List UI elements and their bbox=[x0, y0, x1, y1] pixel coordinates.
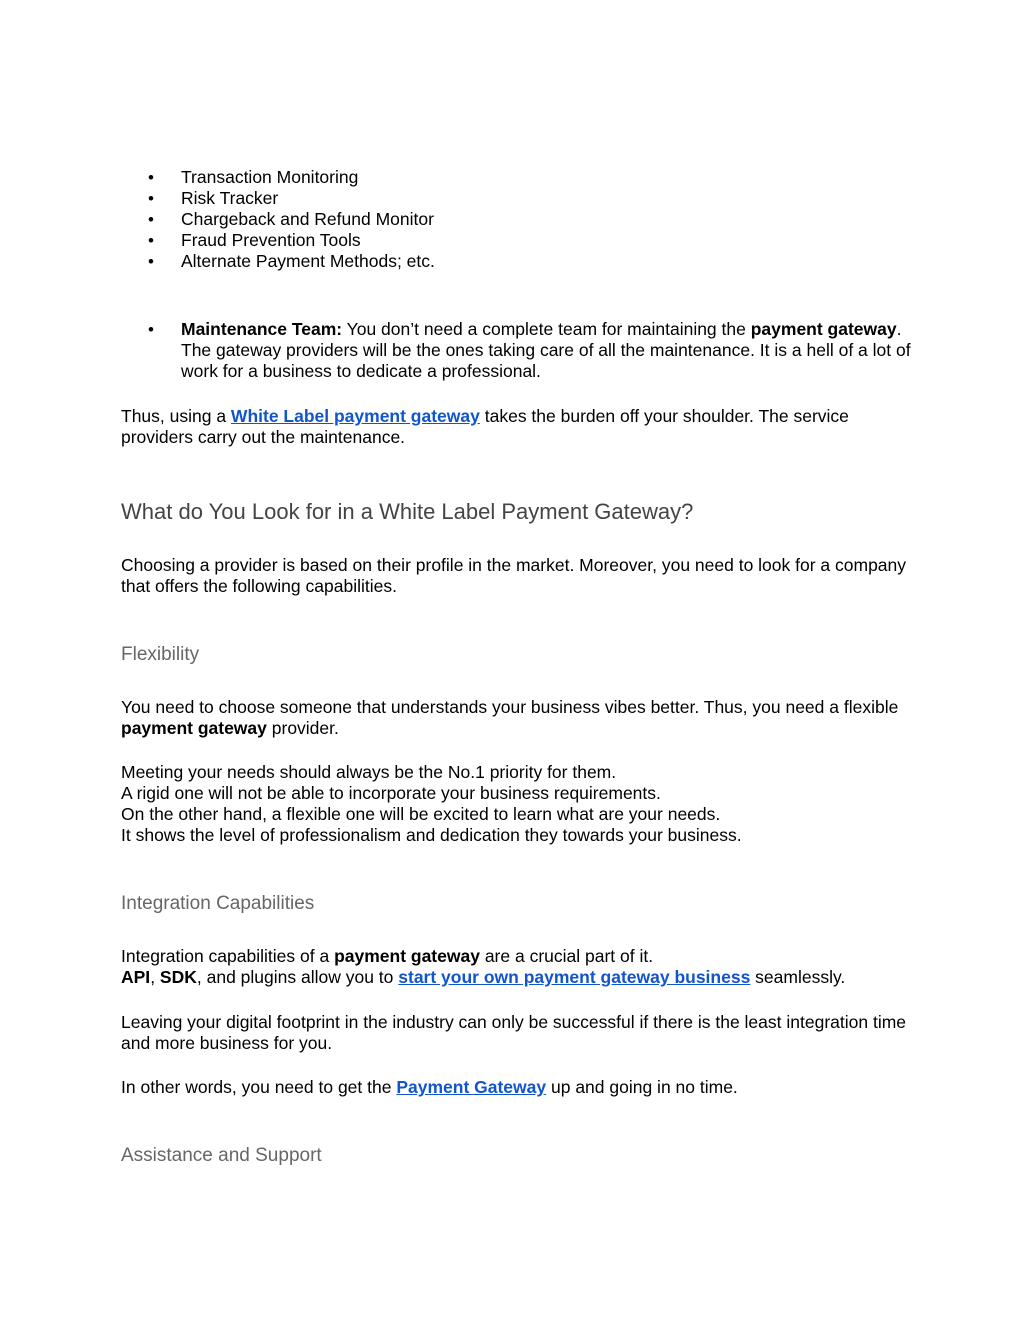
maintenance-text: You don’t need a complete team for maintaining the bbox=[342, 319, 751, 339]
assistance-heading: Assistance and Support bbox=[121, 1145, 322, 1166]
text: seamlessly. bbox=[750, 967, 846, 987]
list-item: • Alternate Payment Methods; etc. bbox=[121, 251, 911, 272]
text: up and going in no time. bbox=[546, 1077, 738, 1097]
bold-text: payment gateway bbox=[334, 946, 480, 966]
text: , and plugins allow you to bbox=[196, 967, 399, 987]
maintenance-label: Maintenance Team: bbox=[181, 319, 343, 339]
list-item: • Fraud Prevention Tools bbox=[121, 230, 911, 251]
list-item: • Transaction Monitoring bbox=[121, 167, 911, 188]
text: , bbox=[150, 967, 160, 987]
bold-text: API bbox=[121, 967, 151, 987]
choosing-paragraph: Choosing a provider is based on their profile in the market. Moreover, you need to look for a company that offers the following capabilities. bbox=[121, 555, 907, 596]
flexibility-paragraph bbox=[121, 697, 911, 739]
start-business-link[interactable]: start your own payment gateway business bbox=[398, 967, 751, 987]
text: In other words, you need to get the bbox=[121, 1077, 397, 1097]
text-line: A rigid one will not be able to incorporate your business requirements. bbox=[121, 783, 661, 803]
text: provider. bbox=[266, 718, 339, 738]
integration-heading: Integration Capabilities bbox=[121, 893, 315, 914]
text: are a crucial part of it. bbox=[479, 946, 654, 966]
payment-gateway-link[interactable]: Payment Gateway bbox=[396, 1077, 547, 1097]
maintenance-list bbox=[121, 319, 911, 382]
text: Thus, using a bbox=[121, 406, 231, 426]
text: Integration capabilities of a bbox=[121, 946, 335, 966]
bold-text: payment gateway bbox=[121, 718, 267, 738]
white-label-link[interactable]: White Label payment gateway bbox=[230, 406, 480, 426]
text: You need to choose someone that understands your business vibes better. Thus, you need a flexible bbox=[121, 697, 899, 717]
list-item: • Chargeback and Refund Monitor bbox=[121, 209, 911, 230]
flexibility-heading: Flexibility bbox=[121, 644, 200, 665]
text-line: It shows the level of professionalism and dedication they towards your business. bbox=[121, 825, 742, 845]
list-item: • Risk Tracker bbox=[121, 188, 911, 209]
thus-paragraph bbox=[121, 406, 911, 448]
maintenance-bold: payment gateway bbox=[750, 319, 897, 339]
maintenance-item bbox=[121, 319, 911, 382]
flexibility-lines bbox=[121, 762, 911, 846]
text: takes the burden off your shoulder. The service providers carry out the maintenance. bbox=[121, 406, 849, 447]
bold-text: SDK bbox=[159, 967, 197, 987]
footprint-paragraph: Leaving your digital footprint in the industry can only be successful if there is the least integration time and more business for you. bbox=[121, 1012, 907, 1053]
text-line: On the other hand, a flexible one will be excited to learn what are your needs. bbox=[121, 804, 721, 824]
maintenance-text: . The gateway providers will be the ones taking care of all the maintenance. It is a hell of a lot of work for a business to dedicate a professional. bbox=[181, 319, 911, 381]
integration-paragraph bbox=[121, 946, 911, 988]
section-heading: What do You Look for in a White Label Payment Gateway? bbox=[121, 499, 694, 524]
text-line: Meeting your needs should always be the No.1 priority for them. bbox=[121, 762, 617, 782]
other-words-paragraph bbox=[121, 1077, 911, 1098]
feature-list bbox=[121, 167, 911, 272]
